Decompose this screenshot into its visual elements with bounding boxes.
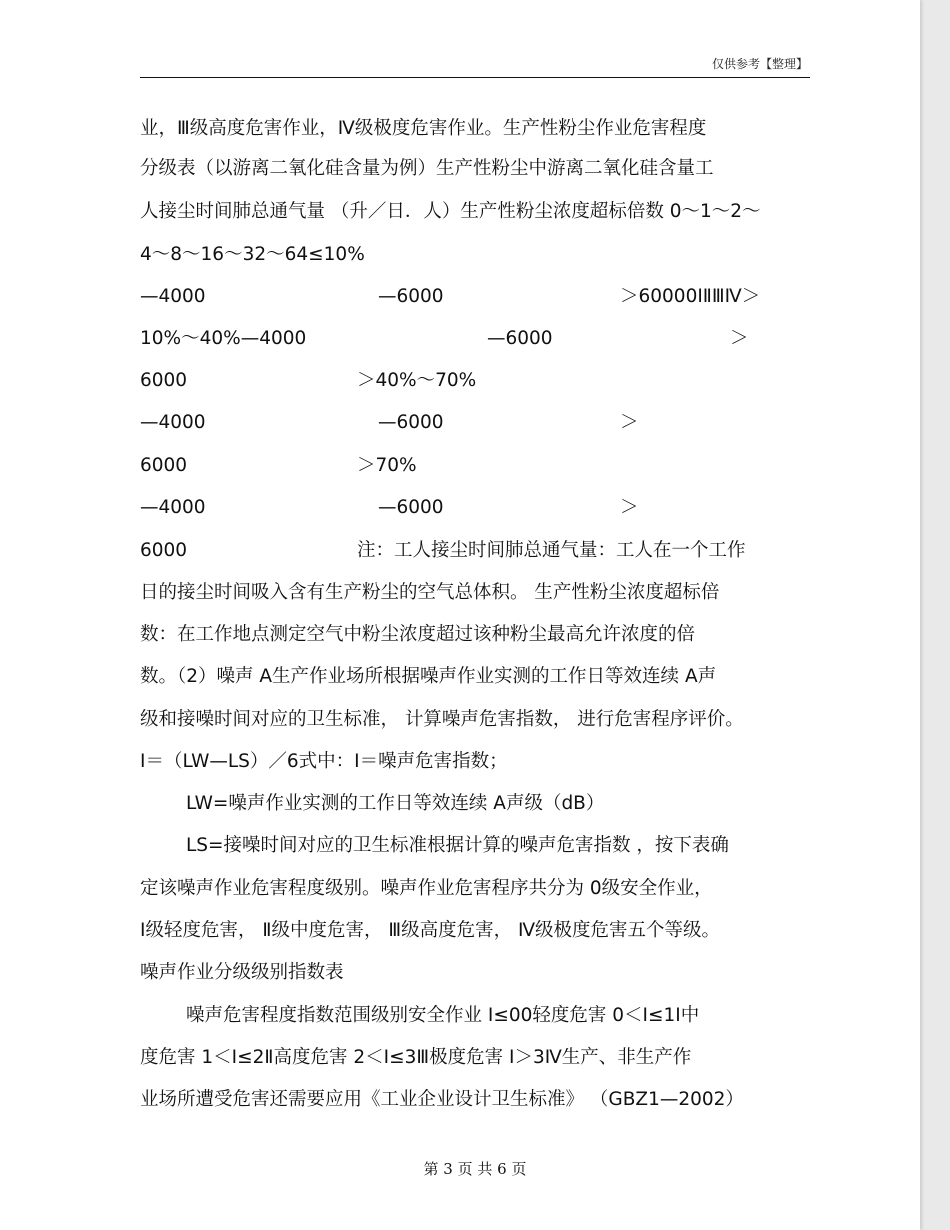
text-line: 分级表（以游离二氧化硅含量为例）生产性粉尘中游离二氧化硅含量工	[140, 158, 714, 179]
text-line: LS=接噪时间对应的卫生标准根据计算的噪声危害指数 ，按下表确	[186, 835, 729, 856]
table-cell: 10%～40%—4000	[140, 328, 307, 349]
table-cell: —6000	[378, 286, 444, 307]
text-line: 定该噪声作业危害程度级别。噪声作业危害程序共分为 0级安全作业，	[140, 878, 713, 899]
table-cell: ＞40%～70%	[357, 370, 477, 391]
text-line: 数。（2）噪声 A生产作业场所根据噪声作业实测的工作日等效连续 A声	[140, 666, 717, 687]
header-rule	[140, 77, 810, 78]
table-cell: ＞70%	[357, 455, 417, 476]
text-line: 注：工人接尘时间肺总通气量：工人在一个工作	[357, 540, 746, 561]
table-cell: —6000	[378, 497, 444, 518]
text-line: 噪声危害程度指数范围级别安全作业 I≤00轻度危害 0＜I≤1Ⅰ中	[186, 1005, 700, 1026]
table-cell: —4000	[140, 497, 206, 518]
text-line: 业场所遭受危害还需要应用《工业企业设计卫生标准》 （GBZ1—2002）	[140, 1089, 744, 1110]
table-cell: —6000	[378, 412, 444, 433]
text-line: 级和接噪时间对应的卫生标准， 计算噪声危害指数， 进行危害程序评价。	[140, 709, 744, 730]
text-line: I＝（LW—LS）／6式中：I＝噪声危害指数；	[140, 751, 508, 772]
table-cell: —4000	[140, 286, 206, 307]
text-line: 数：在工作地点测定空气中粉尘浓度超过该种粉尘最高允许浓度的倍	[140, 624, 696, 645]
text-line: 日的接尘时间吸入含有生产粉尘的空气总体积。 生产性粉尘浓度超标倍	[140, 582, 720, 603]
table-cell: ＞	[730, 328, 749, 349]
text-line: 人接尘时间肺总通气量 （升／日．人）生产性粉尘浓度超标倍数 0～1～2～	[140, 201, 761, 222]
header-note: 仅供参考【整理】	[711, 57, 808, 71]
table-cell: 6000	[140, 370, 188, 391]
table-cell: 6000	[140, 455, 188, 476]
text-line: 4～8～16～32～64≤10%	[140, 244, 365, 265]
text-line: 度危害 1＜I≤2Ⅱ高度危害 2＜I≤3Ⅲ极度危害 I＞3Ⅳ生产、非生产作	[140, 1047, 692, 1068]
table-cell: —4000	[140, 412, 206, 433]
page-number: 第 3 页 共 6 页	[423, 1160, 527, 1178]
table-cell: ＞60000ⅠⅡⅢⅣ＞	[620, 286, 761, 307]
text-line: LW=噪声作业实测的工作日等效连续 A声级（dB）	[186, 793, 605, 814]
text-line: 噪声作业分级级别指数表	[140, 962, 344, 983]
text-line: 业，Ⅲ级高度危害作业，Ⅳ级极度危害作业。生产性粉尘作业危害程度	[140, 118, 707, 139]
table-cell: 6000	[140, 540, 188, 561]
table-cell: ＞	[620, 497, 639, 518]
table-cell: ＞	[620, 412, 639, 433]
text-line: Ⅰ级轻度危害， Ⅱ级中度危害， Ⅲ级高度危害， Ⅳ级极度危害五个等级。	[140, 920, 721, 941]
table-cell: —6000	[487, 328, 553, 349]
